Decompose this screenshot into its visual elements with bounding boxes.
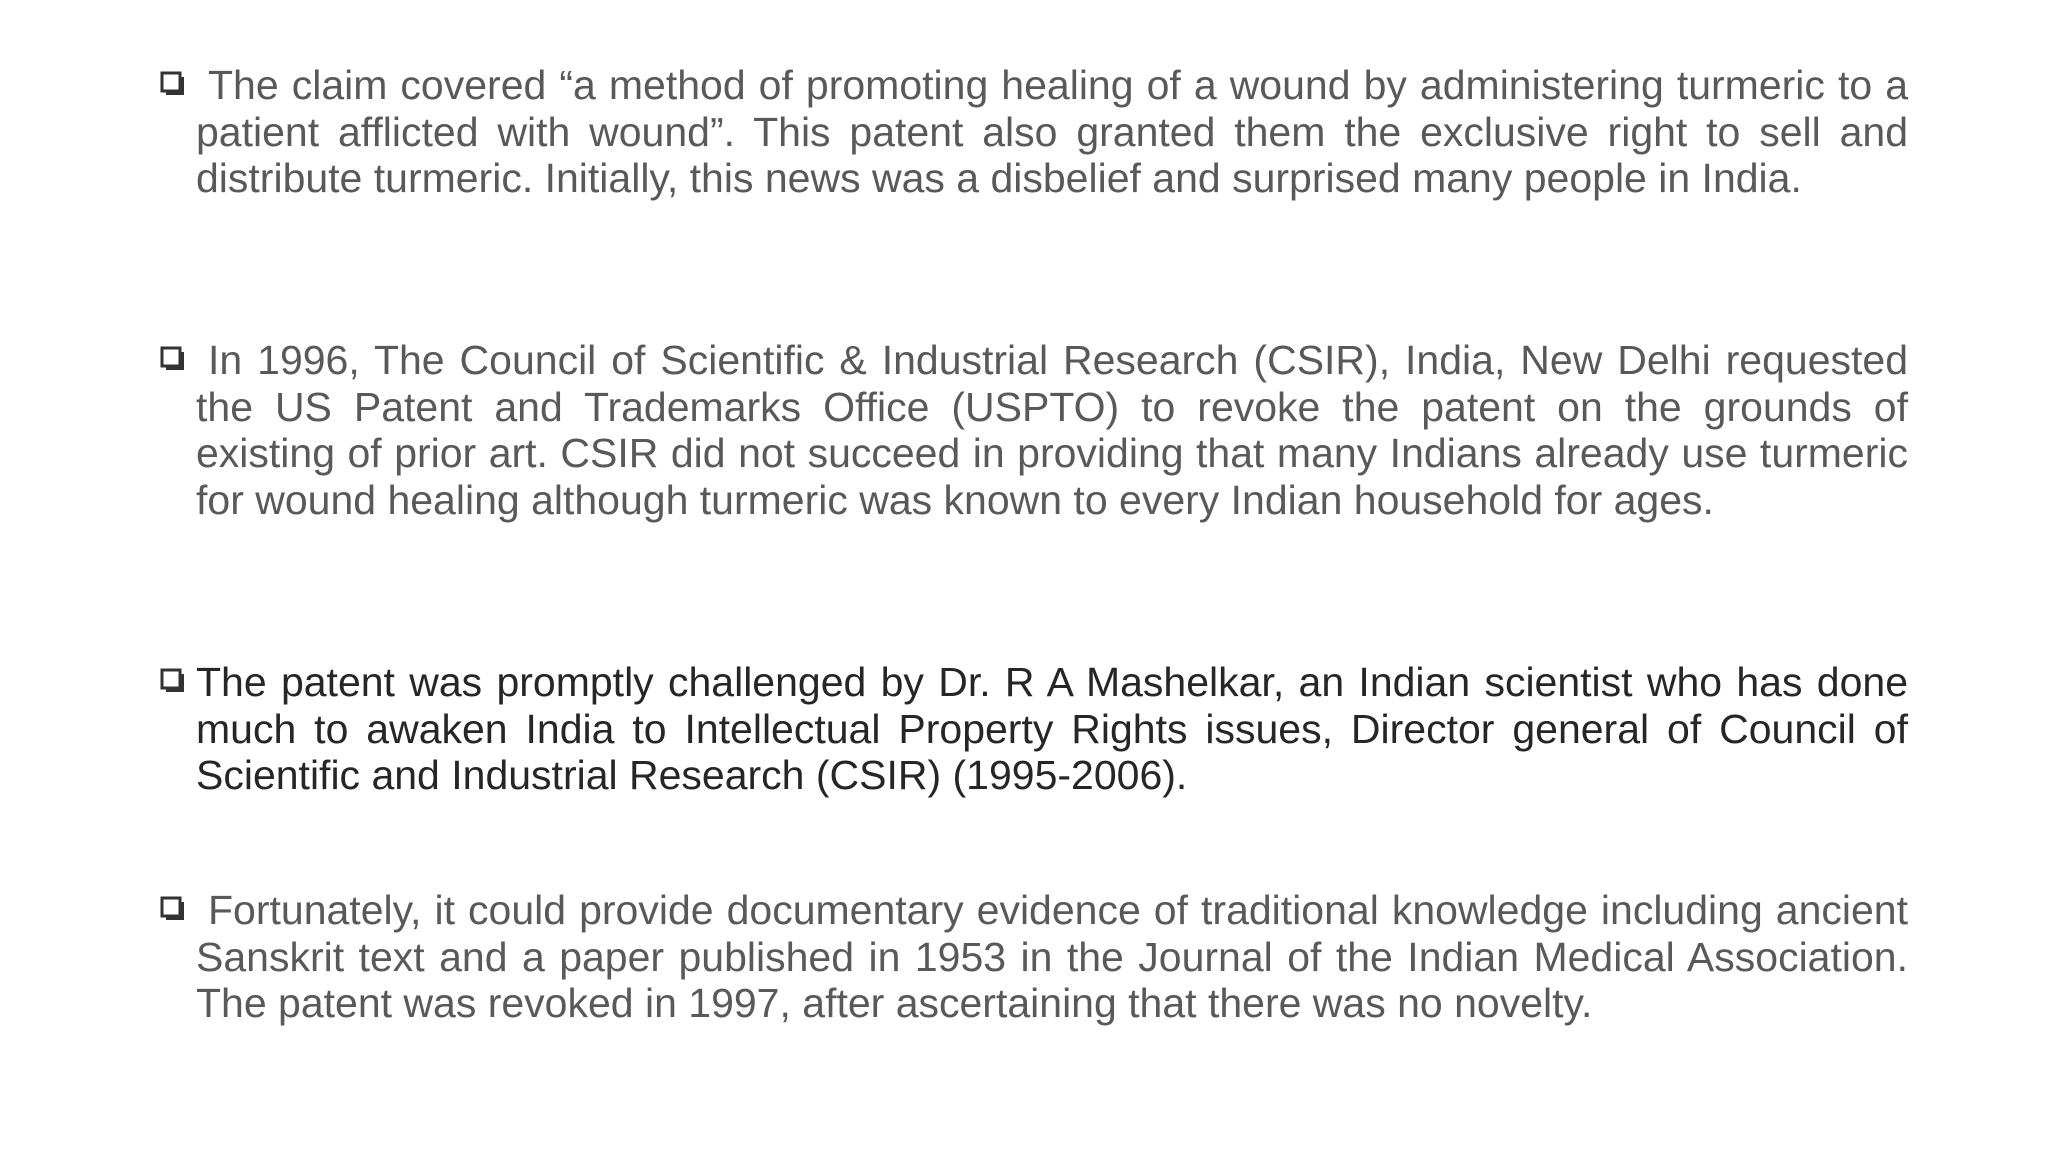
bullet-item-claim [160, 62, 1908, 202]
bullet-item-csir-request [160, 337, 1908, 523]
bullet-text: Fortunately, it could provide documentary evidence of traditional knowledge including ancient Sanskrit text and a paper published in 1953 in the Journal of the Indian Medical Association. The patent was revoked in 1997, after ascertaining that there was no novelty. [196, 887, 1908, 1026]
bullet-item-mashelkar [160, 659, 1908, 799]
hollow-square-icon [160, 71, 186, 97]
bullet-text: The claim covered “a method of promoting healing of a wound by administering turmeric to a patient afflicted with wound”. This patent also granted them the exclusive right to sell and distribute turmeric. Initially, this news was a disbelief and surprised many people in India. [196, 62, 1908, 201]
hollow-square-icon [160, 896, 186, 922]
hollow-square-icon [160, 668, 186, 694]
bullet-text: The patent was promptly challenged by Dr. R A Mashelkar, an Indian scientist who has done much to awaken India to Intellectual Property Rights issues, Director general of Council of Scientific and Industrial Research (CSIR) (1995-2006). [196, 659, 1908, 798]
bullet-text: In 1996, The Council of Scientific & Industrial Research (CSIR), India, New Delhi requested the US Patent and Trademarks Office (USPTO) to revoke the patent on the grounds of existing of prior art. CSIR did not succeed in providing that many Indians already use turmeric for wound healing although turmeric was known to every Indian household for ages. [196, 337, 1908, 523]
hollow-square-icon [160, 346, 186, 372]
bullet-item-revoked [160, 887, 1908, 1027]
